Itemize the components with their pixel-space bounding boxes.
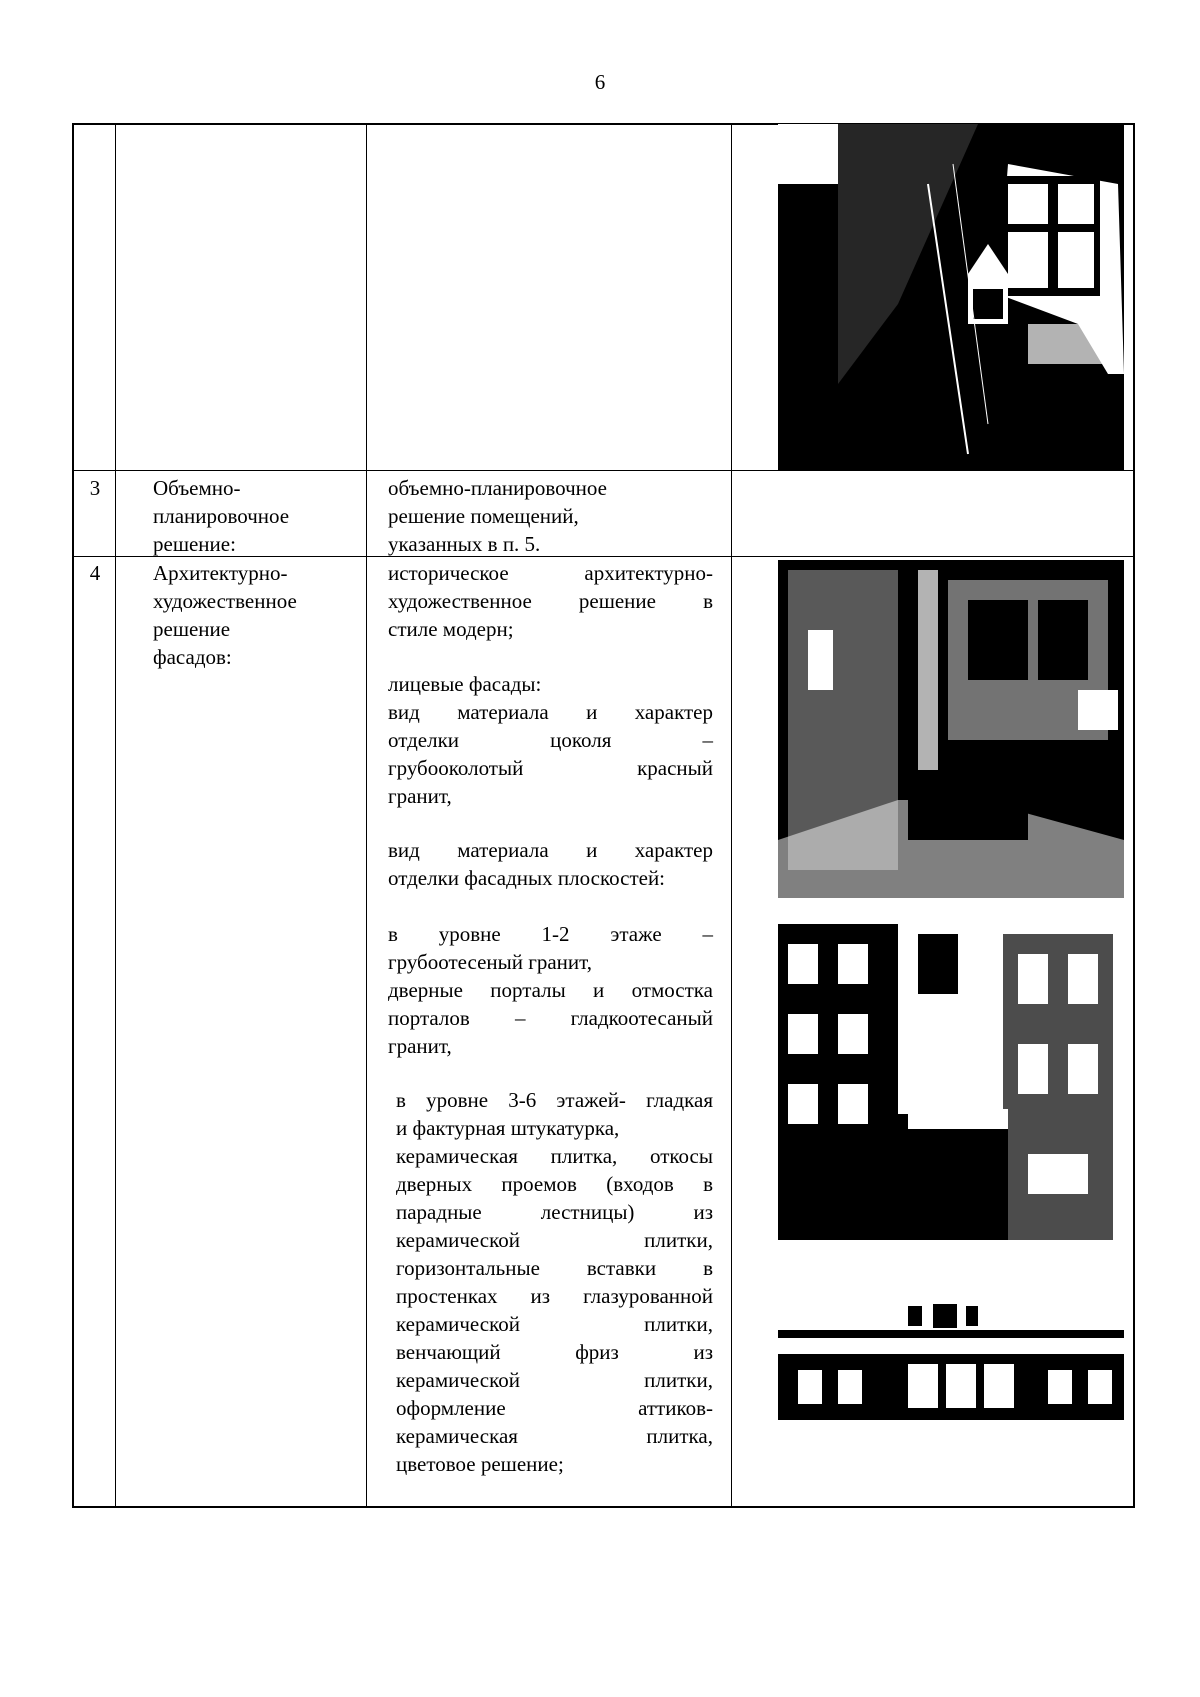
row-4-name-line: художественное (153, 589, 297, 613)
facade-street-photo (778, 924, 1124, 1240)
row-3-desc-line: решение помещений, (388, 504, 579, 528)
facade-window-photo (778, 124, 1124, 470)
row-4-desc-block-5 (396, 1086, 713, 1478)
desc-line: простенках из глазурованной (396, 1284, 713, 1308)
row-4-name-line: фасадов: (153, 645, 232, 669)
desc-line: лицевые фасады: (388, 672, 542, 696)
desc-line: грубоотесеный гранит, (388, 950, 592, 974)
desc-line: и фактурная штукатурка, (396, 1116, 620, 1140)
row-4-name-line: Архитектурно- (153, 561, 288, 585)
desc-line: дверные порталы и отмостка (388, 978, 713, 1002)
desc-line: грубооколотый красный (388, 756, 713, 780)
facade-panorama-photo (778, 1286, 1124, 1420)
desc-line: историческое архитектурно- (388, 561, 713, 585)
desc-line: отделки цоколя – (388, 728, 713, 752)
desc-line: дверных проемов (входов в (396, 1172, 713, 1196)
desc-line: оформление аттиков- (396, 1396, 713, 1420)
row-3-description (388, 474, 713, 558)
page-number: 6 (594, 70, 606, 94)
row-3-name-line: планировочное (153, 504, 290, 528)
row-4-desc-block-2 (388, 670, 713, 810)
desc-line: вид материала и характер (388, 838, 713, 862)
row-3-name-line: решение: (153, 532, 236, 556)
row-3-name-line: Объемно- (153, 476, 241, 500)
desc-line: керамической плитки, (396, 1228, 713, 1252)
desc-line: в уровне 1-2 этаже – (388, 922, 713, 946)
desc-line: гранит, (388, 1034, 452, 1058)
row-3-name (153, 474, 358, 558)
row-4-name (153, 559, 358, 671)
desc-line: керамическая плитка, откосы (396, 1144, 713, 1168)
desc-line: художественное решение в (388, 589, 713, 613)
row-4-name-line: решение (153, 617, 231, 641)
row-4-number: 4 (89, 561, 101, 585)
row-3-desc-line: указанных в п. 5. (388, 532, 541, 556)
row-4-desc-block-1 (388, 559, 713, 643)
desc-line: вид материала и характер (388, 700, 713, 724)
row-3-desc-line: объемно-планировочное (388, 476, 607, 500)
table-divider (115, 123, 116, 1508)
desc-line: керамической плитки, (396, 1368, 713, 1392)
table-divider (731, 123, 732, 1508)
desc-line: керамической плитки, (396, 1312, 713, 1336)
row-4-desc-block-3 (388, 836, 713, 892)
desc-line: цветовое решение; (396, 1452, 564, 1476)
table-divider (366, 123, 367, 1508)
desc-line: керамическая плитка, (396, 1424, 713, 1448)
table-row-divider (72, 470, 1135, 471)
row-3-number: 3 (89, 476, 101, 500)
desc-line: стиле модерн; (388, 617, 514, 641)
desc-line: в уровне 3-6 этажей- гладкая (396, 1088, 713, 1112)
row-4-desc-block-4 (388, 920, 713, 1060)
desc-line: гранит, (388, 784, 452, 808)
desc-line: горизонтальные вставки в (396, 1256, 713, 1280)
desc-line: венчающий фриз из (396, 1340, 713, 1364)
desc-line: парадные лестницы) из (396, 1200, 713, 1224)
desc-line: отделки фасадных плоскостей: (388, 866, 666, 890)
desc-line: порталов – гладкоотесаный (388, 1006, 713, 1030)
facade-entrance-photo (778, 560, 1124, 898)
